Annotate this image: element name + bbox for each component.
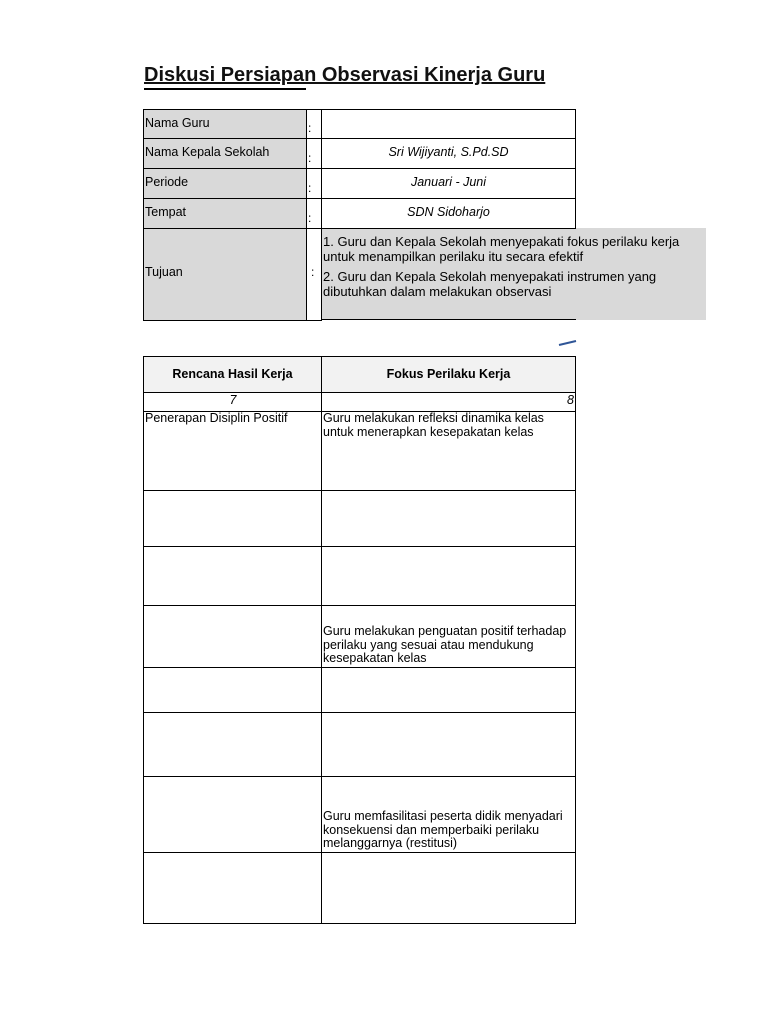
page-title: Diskusi Persiapan Observasi Kinerja Guru: [144, 64, 546, 86]
column-number: 7: [143, 392, 322, 412]
info-value-kepala-sekolah: Sri Wijiyanti, S.Pd.SD: [322, 138, 576, 169]
tujuan-item: 2. Guru dan Kepala Sekolah menyepakati instrumen yang: [323, 269, 657, 284]
info-colon: :: [307, 228, 322, 321]
info-value-tempat: SDN Sidoharjo: [322, 198, 576, 229]
info-value-nama-guru: [322, 109, 576, 139]
table-row-fokus: [321, 712, 576, 777]
table-row-fokus: Guru memfasilitasi peserta didik menyadari konsekuensi dan memperbaiki perilaku melanggarnya (restitusi): [321, 776, 576, 853]
blue-stroke-mark: [558, 338, 578, 348]
column-number: 8: [321, 392, 576, 412]
info-colon: :: [307, 109, 322, 139]
table-row-rhk: [143, 490, 322, 547]
table-row-rhk: [143, 776, 322, 853]
info-label-kepala-sekolah: Nama Kepala Sekolah: [143, 138, 307, 169]
table-row-fokus: [321, 546, 576, 606]
table-row-rhk: [143, 546, 322, 606]
info-value-periode: Januari - Juni: [322, 168, 576, 199]
info-colon: :: [307, 168, 322, 199]
table-row-fokus: [321, 490, 576, 547]
tujuan-item: 1. Guru dan Kepala Sekolah menyepakati fokus perilaku kerja: [323, 234, 680, 249]
tujuan-cell-border: [322, 228, 576, 320]
table-row-fokus: [321, 667, 576, 713]
tujuan-item: dibutuhkan dalam melakukan observasi: [323, 284, 552, 299]
table-row-rhk: [143, 852, 322, 924]
table-row-fokus: [321, 852, 576, 924]
info-label-nama-guru: Nama Guru: [143, 109, 307, 139]
table-row-rhk: [143, 712, 322, 777]
table-row-fokus: Guru melakukan refleksi dinamika kelas untuk menerapkan kesepakatan kelas: [321, 411, 576, 491]
info-label-periode: Periode: [143, 168, 307, 199]
tujuan-item: untuk menampilkan perilaku itu secara efektif: [323, 249, 584, 264]
info-label-tempat: Tempat: [143, 198, 307, 229]
table-row-rhk: [143, 667, 322, 713]
info-colon: :: [307, 138, 322, 169]
table-row-rhk: [143, 605, 322, 668]
table-row-fokus: Guru melakukan penguatan positif terhadap perilaku yang sesuai atau mendukung kesepakatan kelas: [321, 605, 576, 668]
info-label-tujuan: Tujuan: [143, 228, 307, 321]
header-rencana-hasil-kerja: Rencana Hasil Kerja: [143, 356, 322, 393]
info-colon: :: [307, 198, 322, 229]
header-fokus-perilaku-kerja: Fokus Perilaku Kerja: [321, 356, 576, 393]
table-row-rhk: Penerapan Disiplin Positif: [143, 411, 322, 491]
title-underline: [144, 88, 306, 90]
